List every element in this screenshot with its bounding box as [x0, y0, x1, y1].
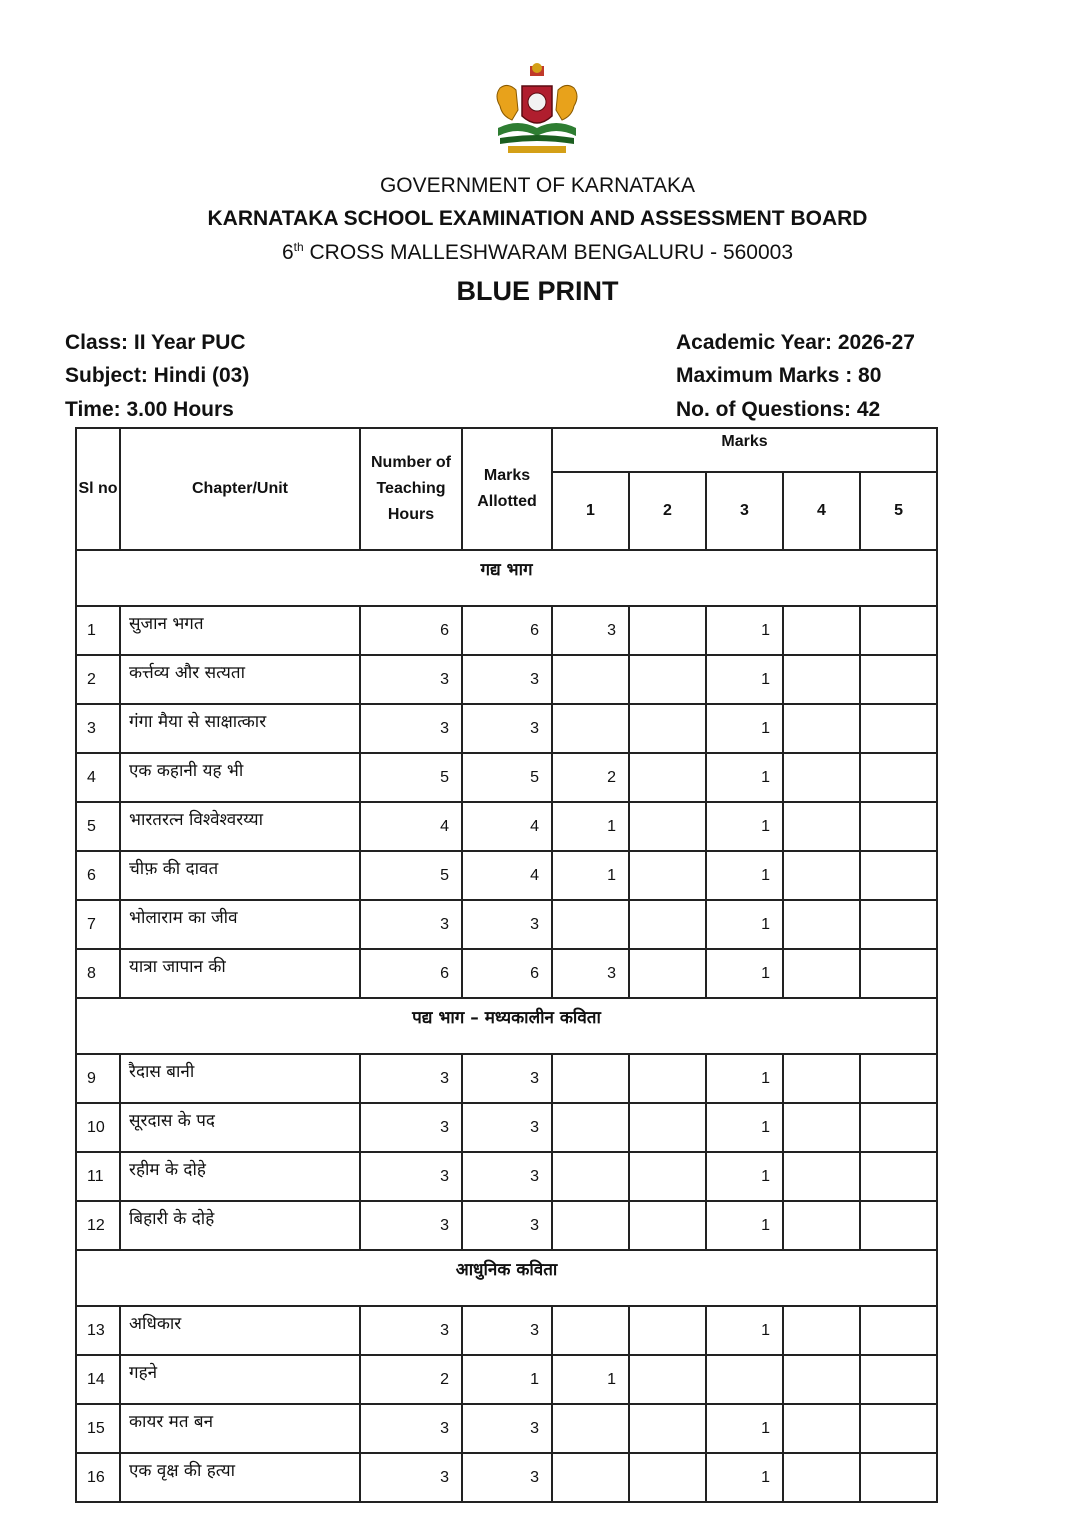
- row-sl-cell: 14: [76, 1355, 120, 1404]
- row-sl-cell: 5: [76, 802, 120, 851]
- row-allotted-cell: 6: [462, 949, 552, 998]
- row-allotted-cell: 3: [462, 1103, 552, 1152]
- row-hours-cell: 3: [360, 655, 462, 704]
- row-allotted-cell: 4: [462, 851, 552, 900]
- row-mark2-cell: [629, 1201, 706, 1250]
- mark-col-2: 2: [629, 472, 706, 550]
- row-mark3-cell: 1: [706, 900, 783, 949]
- row-mark1-cell: [552, 1054, 629, 1103]
- row-mark4-cell: [783, 900, 860, 949]
- row-mark1-cell: 3: [552, 606, 629, 655]
- row-mark2-cell: [629, 851, 706, 900]
- mark-col-5: 5: [860, 472, 937, 550]
- row-chapter-cell: सूरदास के पद: [120, 1103, 360, 1152]
- table-row: [76, 851, 937, 900]
- row-mark5-cell: [860, 606, 937, 655]
- mark-col-1: 1: [552, 472, 629, 550]
- row-mark5-cell: [860, 900, 937, 949]
- row-sl-cell: 16: [76, 1453, 120, 1502]
- row-allotted-cell: 3: [462, 1054, 552, 1103]
- address-number: 6: [281, 241, 294, 264]
- row-allotted-cell: 3: [462, 704, 552, 753]
- row-allotted-cell: 3: [462, 1201, 552, 1250]
- section-header-row: [76, 1250, 937, 1306]
- row-mark5-cell: [860, 851, 937, 900]
- row-mark3-cell: 1: [706, 851, 783, 900]
- row-mark5-cell: [860, 1404, 937, 1453]
- row-mark1-cell: 1: [552, 802, 629, 851]
- row-hours-cell: 3: [360, 1103, 462, 1152]
- row-mark1-cell: [552, 704, 629, 753]
- row-mark1-cell: 1: [552, 1355, 629, 1404]
- row-chapter-cell: चीफ़ की दावत: [120, 851, 360, 900]
- row-mark2-cell: [629, 704, 706, 753]
- row-allotted-cell: 4: [462, 802, 552, 851]
- row-mark3-cell: 1: [706, 1201, 783, 1250]
- row-mark3-cell: 1: [706, 1306, 783, 1355]
- row-chapter-cell: एक वृक्ष की हत्या: [120, 1453, 360, 1502]
- row-sl-cell: 3: [76, 704, 120, 753]
- row-mark4-cell: [783, 704, 860, 753]
- row-chapter-cell: एक कहानी यह भी: [120, 753, 360, 802]
- row-sl-cell: 12: [76, 1201, 120, 1250]
- table-row: [76, 704, 937, 753]
- table-row: [76, 900, 937, 949]
- row-sl-cell: 4: [76, 753, 120, 802]
- row-chapter-cell: भोलाराम का जीव: [120, 900, 360, 949]
- row-mark3-cell: 1: [706, 802, 783, 851]
- row-mark1-cell: [552, 1201, 629, 1250]
- table-row: [76, 1054, 937, 1103]
- row-allotted-cell: 6: [462, 606, 552, 655]
- row-sl-cell: 6: [76, 851, 120, 900]
- row-hours-cell: 2: [360, 1355, 462, 1404]
- row-mark2-cell: [629, 1054, 706, 1103]
- row-mark4-cell: [783, 949, 860, 998]
- mark-col-3: 3: [706, 472, 783, 550]
- row-mark1-cell: 3: [552, 949, 629, 998]
- table-row: [76, 606, 937, 655]
- row-mark2-cell: [629, 1404, 706, 1453]
- row-mark5-cell: [860, 704, 937, 753]
- row-mark1-cell: [552, 1453, 629, 1502]
- row-allotted-cell: 3: [462, 655, 552, 704]
- table-row: [76, 949, 937, 998]
- row-mark3-cell: 1: [706, 1404, 783, 1453]
- col-sl-header: Sl no: [76, 428, 120, 550]
- row-mark4-cell: [783, 1103, 860, 1152]
- row-chapter-cell: कायर मत बन: [120, 1404, 360, 1453]
- row-hours-cell: 3: [360, 1201, 462, 1250]
- row-hours-cell: 3: [360, 1152, 462, 1201]
- row-mark3-cell: 1: [706, 1453, 783, 1502]
- row-mark4-cell: [783, 1054, 860, 1103]
- row-chapter-cell: अधिकार: [120, 1306, 360, 1355]
- row-mark3-cell: [706, 1355, 783, 1404]
- row-hours-cell: 3: [360, 1453, 462, 1502]
- mark-col-4: 4: [783, 472, 860, 550]
- row-allotted-cell: 3: [462, 900, 552, 949]
- row-mark3-cell: 1: [706, 1152, 783, 1201]
- row-mark5-cell: [860, 1453, 937, 1502]
- row-allotted-cell: 1: [462, 1355, 552, 1404]
- row-chapter-cell: गंगा मैया से साक्षात्कार: [120, 704, 360, 753]
- row-mark4-cell: [783, 1152, 860, 1201]
- row-mark1-cell: [552, 900, 629, 949]
- row-hours-cell: 3: [360, 1404, 462, 1453]
- row-mark3-cell: 1: [706, 1103, 783, 1152]
- col-allotted-header: Marks Allotted: [462, 428, 552, 550]
- time-label: Time: 3.00 Hours: [65, 398, 234, 421]
- row-mark5-cell: [860, 1103, 937, 1152]
- section-header-row: [76, 550, 937, 606]
- academic-year-label: Academic Year: 2026-27: [676, 331, 915, 354]
- row-mark4-cell: [783, 1355, 860, 1404]
- row-mark2-cell: [629, 655, 706, 704]
- class-label: Class: II Year PUC: [65, 331, 246, 354]
- row-mark5-cell: [860, 753, 937, 802]
- max-marks-label: Maximum Marks : 80: [676, 364, 882, 387]
- row-chapter-cell: रहीम के दोहे: [120, 1152, 360, 1201]
- row-chapter-cell: भारतरत्न विश्वेश्वरय्या: [120, 802, 360, 851]
- table-row: [76, 1103, 937, 1152]
- row-mark1-cell: [552, 1404, 629, 1453]
- row-mark1-cell: [552, 1306, 629, 1355]
- page-title: BLUE PRINT: [456, 276, 619, 306]
- row-mark2-cell: [629, 1152, 706, 1201]
- table-body: [76, 550, 937, 1502]
- row-mark2-cell: [629, 802, 706, 851]
- row-mark3-cell: 1: [706, 704, 783, 753]
- row-mark3-cell: 1: [706, 655, 783, 704]
- row-mark4-cell: [783, 655, 860, 704]
- section-header-row: [76, 998, 937, 1054]
- row-mark1-cell: [552, 1103, 629, 1152]
- address-rest: CROSS MALLESHWARAM BENGALURU - 560003: [303, 241, 794, 264]
- row-hours-cell: 5: [360, 851, 462, 900]
- row-sl-cell: 8: [76, 949, 120, 998]
- section-title: आधुनिक कविता: [76, 1250, 937, 1306]
- row-mark4-cell: [783, 1201, 860, 1250]
- table-row: [76, 1306, 937, 1355]
- row-hours-cell: 4: [360, 802, 462, 851]
- row-mark5-cell: [860, 655, 937, 704]
- row-mark4-cell: [783, 606, 860, 655]
- row-hours-cell: 3: [360, 900, 462, 949]
- row-chapter-cell: रैदास बानी: [120, 1054, 360, 1103]
- row-mark4-cell: [783, 1404, 860, 1453]
- row-sl-cell: 1: [76, 606, 120, 655]
- row-sl-cell: 2: [76, 655, 120, 704]
- row-hours-cell: 6: [360, 949, 462, 998]
- row-hours-cell: 5: [360, 753, 462, 802]
- row-allotted-cell: 3: [462, 1306, 552, 1355]
- table-row: [76, 655, 937, 704]
- row-mark4-cell: [783, 802, 860, 851]
- row-mark1-cell: 1: [552, 851, 629, 900]
- address-heading: [0, 240, 1075, 265]
- table-row: [76, 753, 937, 802]
- row-chapter-cell: बिहारी के दोहे: [120, 1201, 360, 1250]
- row-mark5-cell: [860, 1306, 937, 1355]
- row-sl-cell: 10: [76, 1103, 120, 1152]
- row-chapter-cell: सुजान भगत: [120, 606, 360, 655]
- row-mark2-cell: [629, 753, 706, 802]
- row-mark1-cell: [552, 1152, 629, 1201]
- row-chapter-cell: यात्रा जापान की: [120, 949, 360, 998]
- government-heading: GOVERNMENT OF KARNATAKA: [379, 174, 696, 197]
- row-mark4-cell: [783, 1453, 860, 1502]
- col-hours-header: Number of Teaching Hours: [360, 428, 462, 550]
- row-mark2-cell: [629, 1103, 706, 1152]
- row-mark3-cell: 1: [706, 949, 783, 998]
- table-row: [76, 1404, 937, 1453]
- col-marks-header: Marks: [552, 428, 937, 472]
- col-chapter-header: Chapter/Unit: [120, 428, 360, 550]
- row-mark3-cell: 1: [706, 1054, 783, 1103]
- row-mark5-cell: [860, 949, 937, 998]
- row-mark1-cell: 2: [552, 753, 629, 802]
- row-hours-cell: 3: [360, 1054, 462, 1103]
- row-hours-cell: 3: [360, 704, 462, 753]
- table-row: [76, 1355, 937, 1404]
- address-superscript: th: [293, 240, 304, 254]
- table-row: [76, 1201, 937, 1250]
- section-title: पद्य भाग – मध्यकालीन कविता: [76, 998, 937, 1054]
- row-mark5-cell: [860, 1355, 937, 1404]
- row-chapter-cell: कर्त्तव्य और सत्यता: [120, 655, 360, 704]
- row-allotted-cell: 5: [462, 753, 552, 802]
- row-mark2-cell: [629, 1355, 706, 1404]
- karnataka-emblem-icon: [478, 62, 596, 158]
- row-mark2-cell: [629, 949, 706, 998]
- section-title: गद्य भाग: [76, 550, 937, 606]
- questions-label: No. of Questions: 42: [676, 398, 881, 421]
- row-mark4-cell: [783, 851, 860, 900]
- board-heading: KARNATAKA SCHOOL EXAMINATION AND ASSESSMENT BOARD: [207, 207, 868, 230]
- row-mark3-cell: 1: [706, 606, 783, 655]
- row-mark2-cell: [629, 900, 706, 949]
- row-hours-cell: 6: [360, 606, 462, 655]
- row-mark3-cell: 1: [706, 753, 783, 802]
- table-row: [76, 1453, 937, 1502]
- row-sl-cell: 9: [76, 1054, 120, 1103]
- row-mark1-cell: [552, 655, 629, 704]
- row-allotted-cell: 3: [462, 1152, 552, 1201]
- row-mark2-cell: [629, 1453, 706, 1502]
- table-row: [76, 1152, 937, 1201]
- row-mark5-cell: [860, 1201, 937, 1250]
- row-hours-cell: 3: [360, 1306, 462, 1355]
- row-allotted-cell: 3: [462, 1404, 552, 1453]
- table-row: [76, 802, 937, 851]
- row-mark5-cell: [860, 802, 937, 851]
- row-mark5-cell: [860, 1152, 937, 1201]
- row-mark5-cell: [860, 1054, 937, 1103]
- blueprint-table: [75, 427, 938, 1503]
- row-mark2-cell: [629, 606, 706, 655]
- row-chapter-cell: गहने: [120, 1355, 360, 1404]
- row-mark2-cell: [629, 1306, 706, 1355]
- row-sl-cell: 13: [76, 1306, 120, 1355]
- row-mark4-cell: [783, 1306, 860, 1355]
- row-allotted-cell: 3: [462, 1453, 552, 1502]
- row-sl-cell: 11: [76, 1152, 120, 1201]
- row-sl-cell: 7: [76, 900, 120, 949]
- row-mark4-cell: [783, 753, 860, 802]
- subject-label: Subject: Hindi (03): [65, 364, 250, 387]
- row-sl-cell: 15: [76, 1404, 120, 1453]
